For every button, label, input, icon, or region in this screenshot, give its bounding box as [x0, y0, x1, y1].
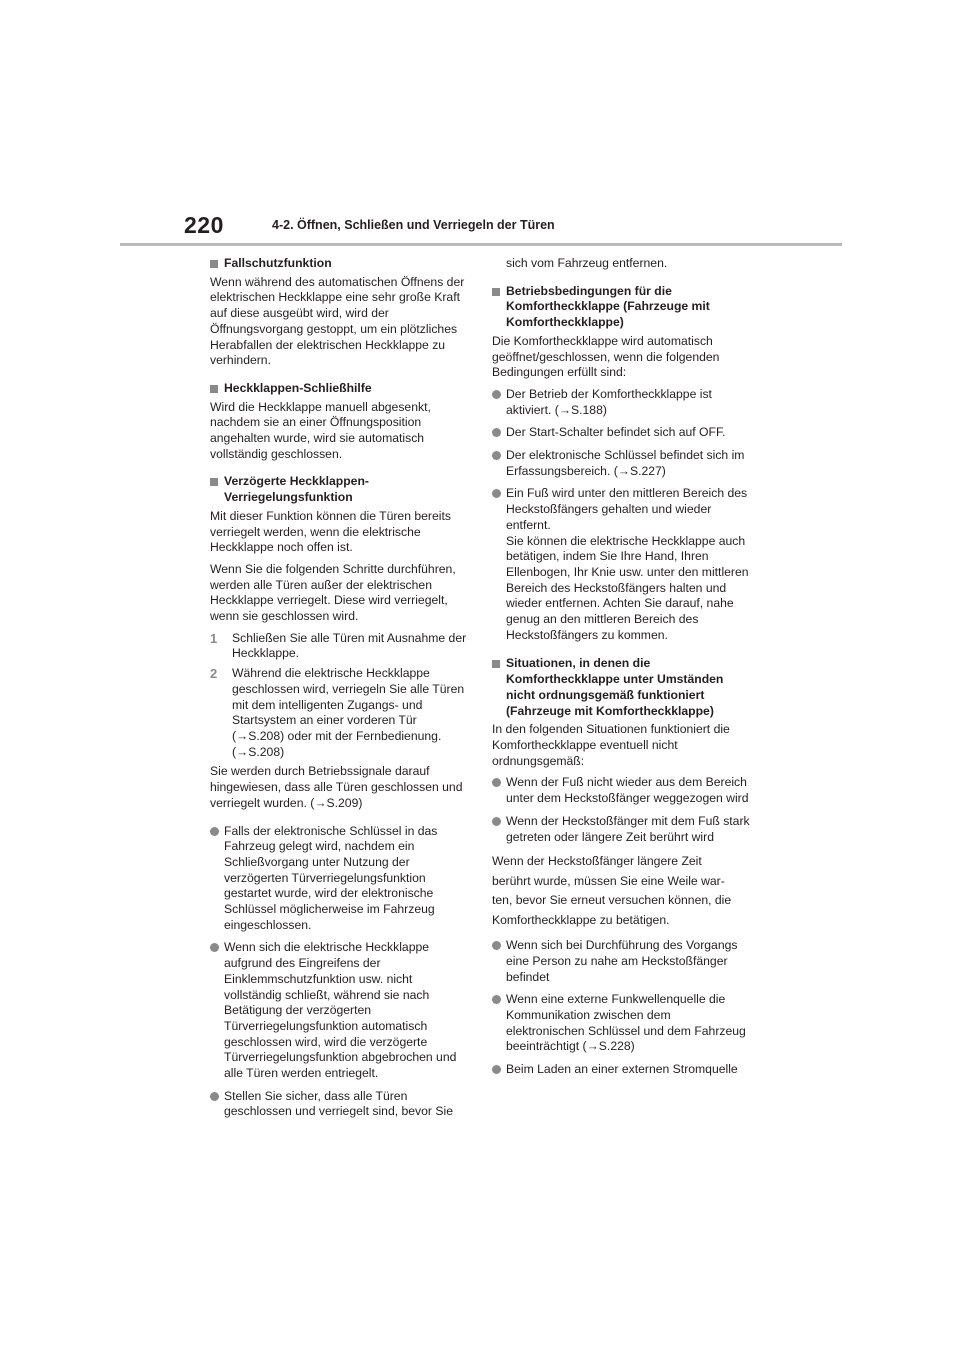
- heading-verzoegerte-verriegelung: Verzögerte Heckklappen-Verriegelungsfunktion: [210, 474, 468, 505]
- bullet-item: Wenn eine externe Funkwellenquelle die Kommunikation zwischen dem elektronischen Schlüssel und dem Fahrzeug beeinträchtigt (→S.228): [492, 992, 750, 1055]
- step-item: [210, 631, 468, 662]
- paragraph-continued: sich vom Fahrzeug entfernen.: [506, 256, 668, 270]
- bullet-text: Sie können die elektrische Heckklappe auch betätigen, indem Sie Ihre Hand, Ihren Ellenbogen, Ihr Knie usw. unter den mittleren Bereich des Heckstoßfängers halten und wieder entfernen. Achten Sie darauf, nahe genug an den mittleren Bereich des Heckstoßfängers zu kommen.: [506, 533, 749, 642]
- bullet-item: Der Start-Schalter befindet sich auf OFF.: [492, 425, 750, 441]
- header-divider: [120, 243, 842, 246]
- left-column: [210, 256, 468, 1127]
- step-number: 1: [210, 630, 218, 646]
- paragraph-line: Wenn der Heckstoßfänger längere Zeit: [492, 854, 702, 869]
- bullet-item: Der elektronische Schlüssel befindet sich im Erfassungsbereich. (→S.227): [492, 448, 750, 479]
- paragraph: Sie werden durch Betriebssignale darauf hingewiesen, dass alle Türen geschlossen und verriegelt wurden. (→S.209): [210, 764, 463, 810]
- bullet-item: Stellen Sie sicher, dass alle Türen geschlossen und verriegelt sind, bevor Sie: [210, 1089, 468, 1120]
- paragraph: Wird die Heckklappe manuell abgesenkt, nachdem sie an einer Öffnungsposition angehalten wurde, wird sie automatisch vollständig geschlossen.: [210, 399, 431, 461]
- step-text: Schließen Sie alle Türen mit Ausnahme der Heckklappe.: [232, 630, 467, 661]
- step-text: Während die elektrische Heckklappe geschlossen wird, verriegeln Sie alle Türen mit dem intelligenten Zugangs- und Startsystem an einer vorderen Tür (→S.208) oder mit der Fernbedienung. (→S.208): [232, 666, 465, 759]
- bullet-item: Wenn sich die elektrische Heckklappe aufgrund des Eingreifens der Einklemmschutzfunktion usw. nicht vollständig schließt, während sie nach Betätigung der verzögerten Türverriegelungsfunktion automatisch geschlossen wird, wird die verzögerte Türverriegelungsfunktion abgebrochen und alle Türen werden entriegelt.: [210, 940, 468, 1081]
- bullet-text: Ein Fuß wird unter den mittleren Bereich des Heckstoßfängers gehalten und wieder entfernt.: [506, 486, 748, 532]
- paragraph-line: Komfortheckklappe zu betätigen.: [492, 912, 670, 927]
- paragraph: In den folgenden Situationen funktioniert die Komfortheckklappe eventuell nicht ordnungsgemäß:: [492, 722, 730, 768]
- step-item: [210, 666, 468, 760]
- bullet-item: Wenn sich bei Durchführung des Vorgangs eine Person zu nahe am Heckstoßfänger befindet: [492, 938, 750, 985]
- heading-schliesshilfe: Heckklappen-Schließhilfe: [210, 381, 468, 397]
- paragraph: Mit dieser Funktion können die Türen bereits verriegelt werden, wenn die elektrische Heckklappe noch offen ist.: [210, 508, 451, 555]
- step-number: 2: [210, 666, 218, 682]
- bullet-item: Beim Laden an einer externen Stromquelle: [492, 1062, 750, 1078]
- right-column: [492, 256, 750, 1085]
- paragraph: Die Komfortheckklappe wird automatisch geöffnet/geschlossen, wenn die folgenden Bedingungen erfüllt sind:: [492, 333, 720, 380]
- paragraph: Wenn während des automatischen Öffnens der elektrischen Heckklappe eine sehr große Kraft auf diese ausgeübt wird, wird der Öffnungsvorgang gestoppt, um ein plötzliches Herabfallen der elektrischen Heckklappe zu verhindern.: [210, 274, 465, 368]
- heading-betriebsbedingungen: Betriebsbedingungen für die Komfortheckklappe (Fahrzeuge mit Komfortheckklappe): [492, 284, 750, 331]
- paragraph-line: ten, bevor Sie erneut versuchen können, die: [492, 893, 732, 908]
- bullet-item: [492, 486, 750, 643]
- heading-situationen: Situationen, in denen die Komfortheckklappe unter Umständen nicht ordnungsgemäß funktioniert (Fahrzeuge mit Komfortheckklappe): [492, 656, 750, 719]
- bullet-item: Wenn der Fuß nicht wieder aus dem Bereich unter dem Heckstoßfänger weggezogen wird: [492, 775, 750, 806]
- page-number: 220: [184, 212, 224, 238]
- bullet-item: Wenn der Heckstoßfänger mit dem Fuß stark getreten oder längere Zeit berührt wird: [492, 814, 750, 845]
- bullet-item: Falls der elektronische Schlüssel in das Fahrzeug gelegt wird, nachdem ein Schließvorgang unter Nutzung der verzögerten Türverriegelungsfunktion gestartet wurde, wird der elektronische Schlüssel möglicherweise im Fahrzeug eingeschlossen.: [210, 824, 468, 934]
- bullet-item: Der Betrieb der Komfortheckklappe ist aktiviert. (→S.188): [492, 387, 750, 418]
- heading-fallschutz: Fallschutzfunktion: [210, 256, 468, 272]
- paragraph-line: berührt wurde, müssen Sie eine Weile war-: [492, 873, 725, 888]
- section-title: 4-2. Öffnen, Schließen und Verriegeln der Türen: [272, 218, 555, 232]
- paragraph: Wenn Sie die folgenden Schritte durchführen, werden alle Türen außer der elektrischen Heckklappe verriegelt. Diese wird verriegelt, wenn sie geschlossen wird.: [210, 561, 456, 624]
